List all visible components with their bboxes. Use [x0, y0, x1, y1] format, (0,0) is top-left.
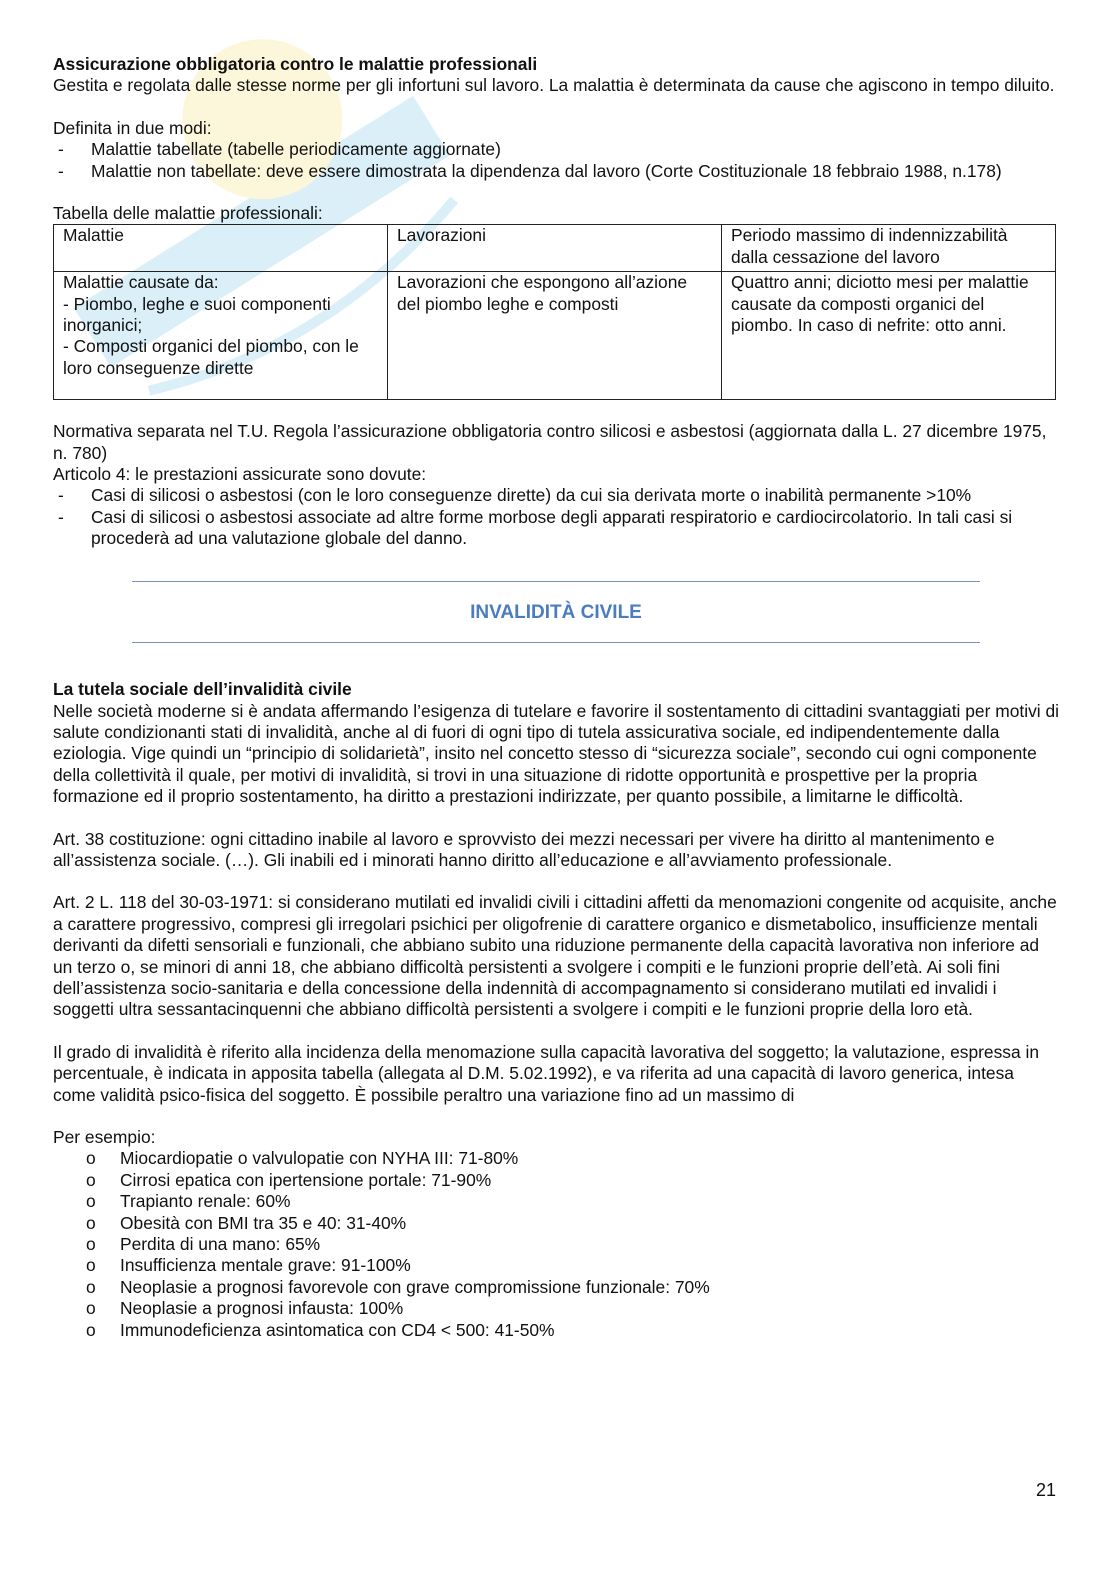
paragraph-art38: Art. 38 costituzione: ogni cittadino inabile al lavoro e sprovvisto dei mezzi necessari per vivere ha diritto al mantenimento e all’assistenza sociale. (…). Gli inabili ed i minorati hanno diritto all’educazione e all’avviamento professionale.	[53, 828, 995, 870]
divider-bottom	[132, 642, 980, 643]
definition-label: Definita in due modi:	[53, 117, 212, 138]
page-number: 21	[1035, 1480, 1056, 1500]
table-label: Tabella delle malattie professionali:	[53, 203, 323, 224]
list-item: o Miocardiopatie o valvulopatie con NYHA III: 71-80%	[86, 1148, 519, 1169]
list-item: - Malattie non tabellate: deve essere dimostrata la dipendenza dal lavoro (Corte Costituzionale 18 febbraio 1988, n.178)	[58, 160, 1002, 181]
section-heading-malattie: Assicurazione obbligatoria contro le malattie professionali	[53, 54, 538, 74]
example-label: Per esempio:	[53, 1127, 156, 1147]
table-cell: Malattie causate da: - Piombo, leghe e suoi componenti inorganici; - Composti organici del piombo, con le loro conseguenze dirette	[54, 272, 388, 400]
paragraph-art2: Art. 2 L. 118 del 30-03-1971: si considerano mutilati ed invalidi civili i cittadini affetti da menomazioni congenite od acquisite, anche a carattere progressivo, compresi gli irregolari psichici per oligofrenie di carattere organico e dismetabolico, insufficienze mentali derivanti da difetti sensoriali e funzionali, che abbiano subito una riduzione permanente della capacità lavorativa non inferiore ad un terzo o, se minori di anni 18, che abbiano difficoltà persistenti a svolgere i compiti e le funzioni proprie dell’età. Ai soli fini dell’assistenza socio-sanitaria e della concessione della indennità di accompagnamento si considerano mutilati ed invalidi i soggetti ultra sessantacinquenni che abbiano difficoltà persistenti a svolgere i compiti e le funzioni proprie della loro età.	[53, 892, 1057, 1020]
table-cell: Quattro anni; diciotto mesi per malattie causate da composti organici del piombo. In caso di nefrite: otto anni.	[722, 272, 1056, 400]
paragraph-solidarieta: Nelle società moderne si è andata affermando l’esigenza di tutelare e favorire il sostentamento di cittadini svantaggiati per motivi di salute condizionanti stati di invalidità, anche al di fuori di ogni tipo di tutela assicurativa sociale, ed indipendentemente dalla eziologia. Vige quindi un “principio di solidarietà”, insito nel concetto stesso di “sicurezza sociale”, secondo cui ogni componente della collettività il quale, per motivi di invalidità, si trovi in una situazione di ridotte opportunità e prospettive per la propria formazione ed il proprio sostentamento, ha diritto a prestazioni indirizzate, per quanto possibile, a limitarne le difficoltà.	[53, 700, 1059, 807]
art4-list	[53, 485, 1059, 549]
table-header-cell: Lavorazioni	[388, 225, 722, 272]
list-item: o Neoplasie a prognosi infausta: 100%	[86, 1298, 404, 1319]
table-cell: Lavorazioni che espongono all’azione del piombo leghe e composti	[388, 272, 722, 400]
table-header-row	[54, 225, 1056, 272]
section-title: INVALIDITÀ CIVILE	[470, 601, 642, 623]
list-item: o Insufficienza mentale grave: 91-100%	[86, 1255, 411, 1276]
section-heading-tutela: La tutela sociale dell’invalidità civile	[53, 679, 352, 700]
table-row	[54, 272, 1056, 400]
list-item: - Casi di silicosi o asbestosi (con le loro conseguenze dirette) da cui sia derivata morte o inabilità permanente >10%	[58, 485, 972, 506]
list-item: o Immunodeficienza asintomatica con CD4 < 500: 41-50%	[86, 1319, 555, 1340]
list-item: o Perdita di una mano: 65%	[86, 1234, 321, 1255]
list-item: - Malattie tabellate (tabelle periodicamente aggiornate)	[58, 139, 501, 160]
malattie-table	[53, 224, 1056, 400]
list-item: o Trapianto renale: 60%	[86, 1191, 291, 1212]
paragraph-art4: Articolo 4: le prestazioni assicurate sono dovute:	[53, 464, 427, 485]
divider-top	[132, 581, 980, 582]
paragraph-intro: Gestita e regolata dalle stesse norme per gli infortuni sul lavoro. La malattia è determinata da cause che agiscono in tempo diluito.	[53, 75, 1055, 96]
paragraph-normativa: Normativa separata nel T.U. Regola l’assicurazione obbligatoria contro silicosi e asbestosi (aggiornata dalla L. 27 dicembre 1975, n. 780)	[53, 421, 1047, 463]
example-list	[53, 1148, 1059, 1341]
list-item: o Neoplasie a prognosi favorevole con grave compromissione funzionale: 70%	[86, 1276, 710, 1297]
table-header-cell: Malattie	[54, 225, 388, 272]
definition-list	[53, 139, 1059, 182]
document-page	[53, 54, 1059, 1341]
paragraph-grado: Il grado di invalidità è riferito alla incidenza della menomazione sulla capacità lavorativa del soggetto; la valutazione, espressa in percentuale, è indicata in apposita tabella (allegata al D.M. 5.02.1992), e va riferita ad una capacità di lavoro generica, intesa come validità psico-fisica del soggetto. È possibile peraltro una variazione fino ad un massimo di	[53, 1041, 1040, 1105]
list-item: o Obesità con BMI tra 35 e 40: 31-40%	[86, 1212, 407, 1233]
list-item: o Cirrosi epatica con ipertensione portale: 71-90%	[86, 1169, 492, 1190]
table-header-cell: Periodo massimo di indennizzabilità dalla cessazione del lavoro	[722, 225, 1056, 272]
list-item: - Casi di silicosi o asbestosi associate ad altre forme morbose degli apparati respiratorio e cardiocircolatorio. In tali casi si procederà ad una valutazione globale del danno.	[58, 506, 1013, 549]
